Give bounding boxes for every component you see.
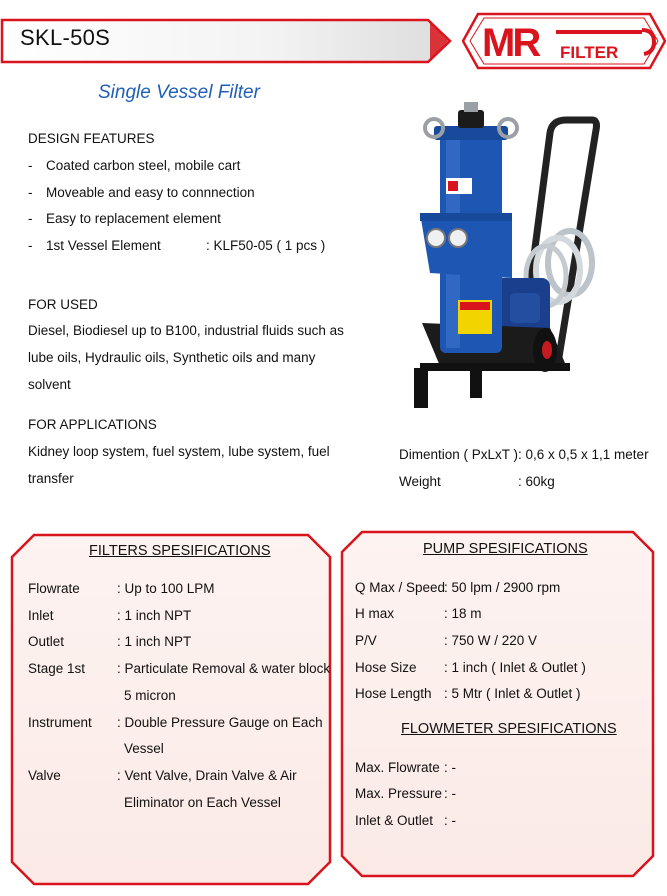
spec-value: : 18 m bbox=[444, 606, 482, 621]
spec-value: : 750 W / 220 V bbox=[444, 633, 538, 648]
text-line: solvent bbox=[28, 377, 71, 392]
spec-value: : 5 Mtr ( Inlet & Outlet ) bbox=[444, 686, 581, 701]
for-used-heading: FOR USED bbox=[28, 297, 98, 312]
flowmeter-specs-title: FLOWMETER SPESIFICATIONS bbox=[401, 721, 617, 737]
spec-value: : - bbox=[444, 760, 456, 775]
spec-value: : 1 inch NPT bbox=[117, 634, 192, 649]
list-item: - Coated carbon steel, mobile cart bbox=[28, 158, 241, 173]
spec-value: : Up to 100 LPM bbox=[117, 581, 215, 596]
spec-label: Max. Pressure bbox=[355, 786, 443, 801]
product-subtitle: Single Vessel Filter bbox=[98, 82, 260, 103]
mr-filter-logo bbox=[462, 12, 666, 70]
dimension-label: Dimention ( PxLxT ) bbox=[399, 447, 519, 462]
spec-value-cont: Vessel bbox=[124, 741, 164, 756]
for-applications-heading: FOR APPLICATIONS bbox=[28, 417, 157, 432]
spec-label: Instrument bbox=[28, 715, 92, 730]
spec-label: Hose Length bbox=[355, 686, 432, 701]
spec-label: Inlet bbox=[28, 608, 54, 623]
spec-label: Valve bbox=[28, 768, 61, 783]
spec-value-cont: Eliminator on Each Vessel bbox=[124, 795, 281, 810]
spec-value: : 1 inch ( Inlet & Outlet ) bbox=[444, 660, 586, 675]
spec-label: P/V bbox=[355, 633, 377, 648]
spec-value: : 50 lpm / 2900 rpm bbox=[444, 580, 561, 595]
filter-cart-image bbox=[400, 88, 610, 418]
spec-value: : Vent Valve, Drain Valve & Air bbox=[117, 768, 297, 783]
spec-label: Inlet & Outlet bbox=[355, 813, 434, 828]
spec-value: : Particulate Removal & water block bbox=[117, 661, 331, 676]
model-title: SKL-50S bbox=[20, 25, 111, 50]
text-line: Diesel, Biodiesel up to B100, industrial fluids such as bbox=[28, 323, 344, 338]
svg-text:MR: MR bbox=[482, 21, 539, 65]
text-line: lube oils, Hydraulic oils, Synthetic oils and many bbox=[28, 350, 316, 365]
spec-value: : - bbox=[444, 813, 456, 828]
list-item: - Easy to replacement element bbox=[28, 211, 221, 226]
svg-text:FILTER: FILTER bbox=[560, 43, 619, 62]
spec-label: Max. Flowrate bbox=[355, 760, 440, 775]
pump-specs-title: PUMP SPESIFICATIONS bbox=[423, 541, 588, 557]
design-features-heading: DESIGN FEATURES bbox=[28, 131, 155, 146]
spec-label: Hose Size bbox=[355, 660, 417, 675]
spec-label: Q Max / Speed bbox=[355, 580, 446, 595]
spec-value: : - bbox=[444, 786, 456, 801]
weight-value: : 60kg bbox=[518, 474, 555, 489]
list-item: - 1st Vessel Element bbox=[28, 238, 161, 253]
text-line: transfer bbox=[28, 471, 74, 486]
list-item: - Moveable and easy to connnection bbox=[28, 185, 255, 200]
spec-value-cont: 5 micron bbox=[124, 688, 176, 703]
weight-label: Weight bbox=[399, 474, 441, 489]
spec-value: : 1 inch NPT bbox=[117, 608, 192, 623]
spec-value: : Double Pressure Gauge on Each bbox=[117, 715, 323, 730]
spec-label: H max bbox=[355, 606, 395, 621]
element-value: : KLF50-05 ( 1 pcs ) bbox=[206, 238, 326, 253]
dimension-value: : 0,6 x 0,5 x 1,1 meter bbox=[518, 447, 649, 462]
spec-label: Flowrate bbox=[28, 581, 80, 596]
spec-label: Stage 1st bbox=[28, 661, 86, 676]
spec-label: Outlet bbox=[28, 634, 65, 649]
text-line: Kidney loop system, fuel system, lube system, fuel bbox=[28, 444, 330, 459]
filters-specs-title: FILTERS SPESIFICATIONS bbox=[89, 543, 271, 559]
